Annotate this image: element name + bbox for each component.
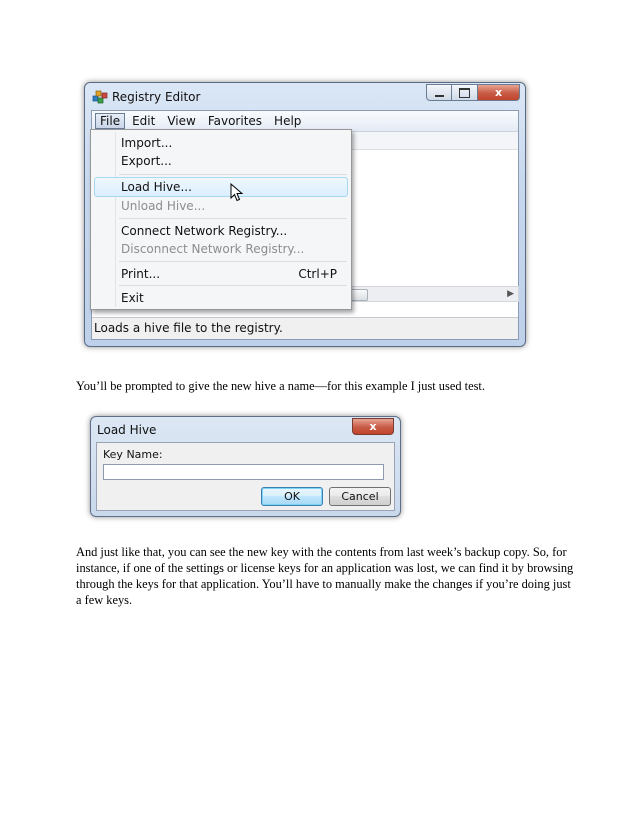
menu-edit[interactable]: Edit — [132, 114, 156, 128]
registry-app-icon — [92, 89, 108, 105]
menu-item-exit[interactable]: Exit — [121, 291, 144, 305]
menu-separator — [119, 285, 347, 286]
menu-view[interactable]: View — [167, 114, 196, 128]
menu-item-unload-hive: Unload Hive... — [121, 199, 206, 213]
print-shortcut: Ctrl+P — [298, 267, 337, 281]
menu-item-load-hive[interactable]: Load Hive... — [121, 180, 192, 194]
status-bar: Loads a hive file to the registry. — [92, 317, 518, 339]
maximize-icon — [459, 88, 470, 98]
print-label: Print... — [121, 267, 161, 281]
menu-separator — [119, 261, 347, 262]
ok-button[interactable]: OK — [261, 487, 323, 506]
menu-file[interactable]: File — [95, 113, 125, 129]
cancel-button[interactable]: Cancel — [329, 487, 391, 506]
menu-item-import[interactable]: Import... — [121, 136, 173, 150]
file-menu-dropdown — [90, 129, 352, 310]
load-hive-client — [96, 442, 395, 511]
close-button[interactable] — [478, 84, 520, 101]
paragraph-prompt: You’ll be prompted to give the new hive a name—for this example I just used test. — [76, 379, 485, 393]
mouse-cursor-icon — [230, 183, 244, 203]
registry-window-title: Registry Editor — [112, 90, 201, 104]
key-name-input[interactable] — [103, 464, 384, 480]
maximize-button[interactable] — [452, 84, 478, 101]
caption-buttons — [426, 84, 520, 101]
menu-help[interactable]: Help — [274, 114, 302, 128]
load-hive-title: Load Hive — [97, 423, 157, 437]
menu-item-disconnect-network-registry: Disconnect Network Registry... — [121, 242, 305, 256]
minimize-icon — [435, 95, 444, 97]
key-name-label: Key Name: — [103, 448, 163, 461]
menu-item-print[interactable] — [121, 264, 337, 284]
registry-titlebar[interactable] — [85, 83, 525, 110]
minimize-button[interactable] — [426, 84, 452, 101]
close-icon: x — [494, 86, 503, 99]
menu-item-export[interactable]: Export... — [121, 154, 172, 168]
menu-separator — [119, 174, 347, 175]
load-hive-close-button[interactable] — [352, 418, 394, 435]
menu-separator — [119, 218, 347, 219]
paragraph-result: And just like that, you can see the new key with the contents from last week’s backup copy. So, for instance, if one of the settings or license keys for an application was lost, we can find it by browsing through the keys for that application. You’ll have to manually make the changes if you’re doing just a few keys. — [76, 545, 574, 607]
menu-favorites[interactable]: Favorites — [207, 114, 263, 128]
load-hive-dialog — [90, 416, 401, 517]
scroll-right-arrow-icon[interactable]: ▶ — [507, 289, 514, 299]
close-icon: x — [369, 420, 377, 433]
menu-item-connect-network-registry[interactable]: Connect Network Registry... — [121, 224, 288, 238]
